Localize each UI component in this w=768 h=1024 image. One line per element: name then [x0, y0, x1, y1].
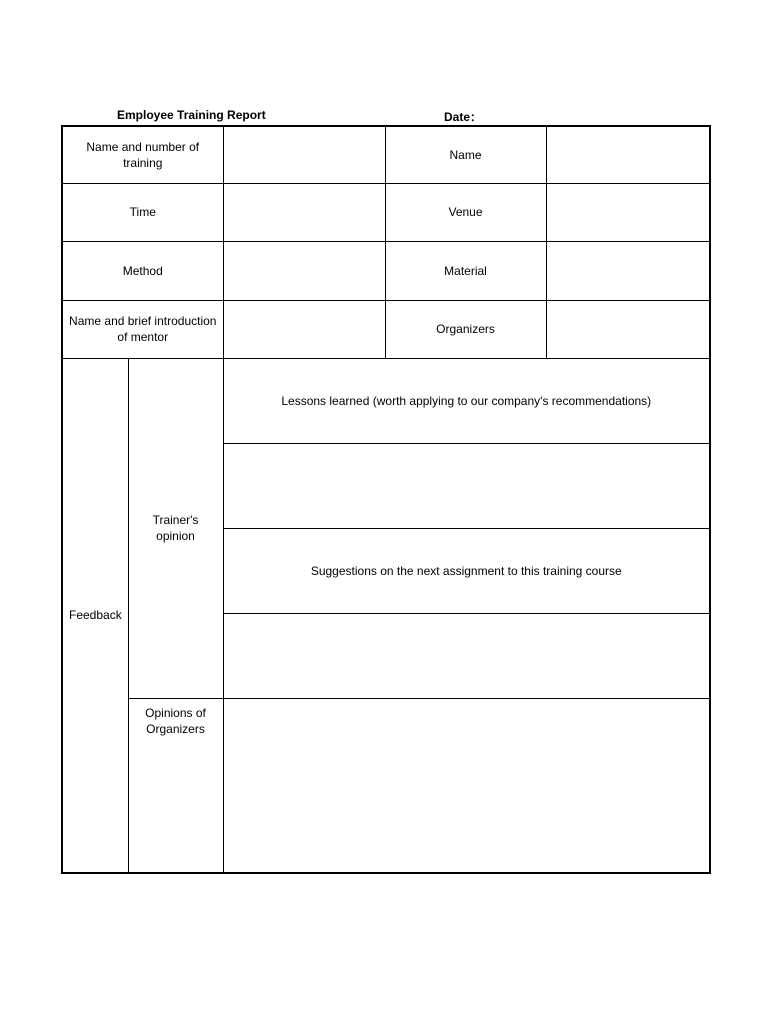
- lessons-learned-label: Lessons learned (worth applying to our company's recommendations): [223, 358, 710, 443]
- table-row: [62, 126, 710, 183]
- table-row: [62, 241, 710, 300]
- training-report-table: [61, 125, 711, 874]
- table-row: [62, 183, 710, 241]
- training-name-number-label: Name and number of training: [62, 126, 223, 183]
- organizers-opinion-field[interactable]: [223, 698, 710, 873]
- organizers-opinion-label: Opinions of Organizers: [128, 698, 223, 873]
- suggestions-field[interactable]: [223, 613, 710, 698]
- training-name-number-field[interactable]: [223, 126, 385, 183]
- venue-field[interactable]: [546, 183, 710, 241]
- trainer-opinion-label: Trainer's opinion: [128, 358, 223, 698]
- mentor-field[interactable]: [223, 300, 385, 358]
- material-label: Material: [385, 241, 546, 300]
- organizers-label: Organizers: [385, 300, 546, 358]
- date-label: Date：: [444, 110, 483, 124]
- name-field[interactable]: [546, 126, 710, 183]
- feedback-label: Feedback: [62, 358, 128, 873]
- time-label: Time: [62, 183, 223, 241]
- time-field[interactable]: [223, 183, 385, 241]
- table-row: [62, 300, 710, 358]
- organizers-field[interactable]: [546, 300, 710, 358]
- suggestions-label: Suggestions on the next assignment to this training course: [223, 528, 710, 613]
- method-field[interactable]: [223, 241, 385, 300]
- table-row: [62, 698, 710, 873]
- name-label: Name: [385, 126, 546, 183]
- venue-label: Venue: [385, 183, 546, 241]
- mentor-label: Name and brief introduction of mentor: [62, 300, 223, 358]
- table-row: [62, 358, 710, 443]
- method-label: Method: [62, 241, 223, 300]
- page-title: Employee Training Report: [117, 108, 266, 122]
- material-field[interactable]: [546, 241, 710, 300]
- lessons-learned-field[interactable]: [223, 443, 710, 528]
